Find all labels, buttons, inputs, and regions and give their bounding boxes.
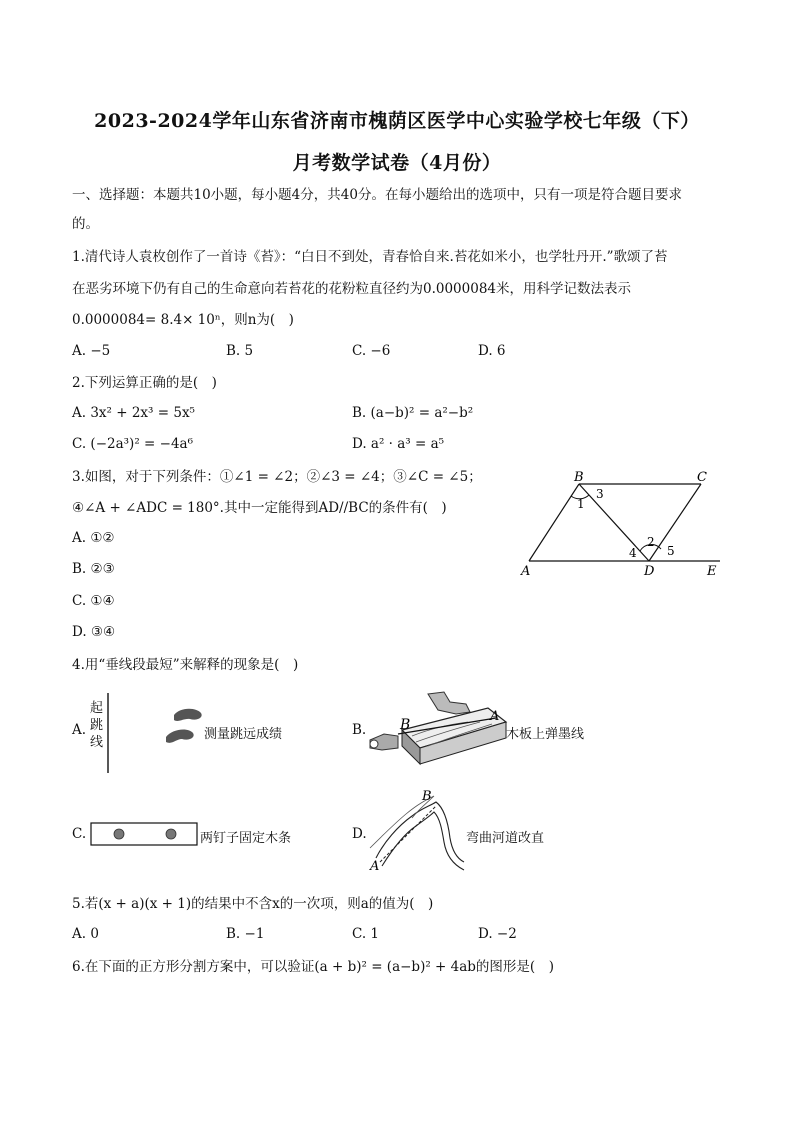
q4-stem: 4.用“垂线段最短”来解释的现象是( ) — [72, 657, 299, 673]
q4-option-a-letter: A. — [72, 722, 87, 738]
q3-parallelogram-figure — [515, 465, 730, 580]
section-header-cont: 的。 — [72, 216, 99, 232]
q4-option-b-letter: B. — [352, 722, 367, 738]
q5-option-c[interactable]: C. 1 — [352, 926, 380, 942]
q2-stem: 2.下列运算正确的是( ) — [72, 375, 217, 391]
paper-title-line2: 月考数学试卷（4月份） — [292, 152, 502, 174]
q4-option-c-caption: 两钉子固定木条 — [200, 831, 292, 846]
point-b-label: B — [422, 789, 432, 804]
q6-stem: 6.在下面的正方形分割方案中，可以验证(a + b)² = (a−b)² + 4ab的图形是( ) — [72, 959, 554, 975]
q1-option-d[interactable]: D. 6 — [478, 343, 506, 359]
river-figure — [364, 786, 468, 876]
q1-option-c[interactable]: C. −6 — [352, 343, 391, 359]
ink-reel-icon — [370, 740, 378, 748]
q4-option-d-letter: D. — [352, 826, 367, 842]
section-header: 一、选择题：本题共10小题，每小题4分，共40分。在每小题给出的选项中，只有一项是符合题目要求 — [72, 187, 682, 203]
point-b-label: B — [574, 470, 584, 485]
q3-option-b[interactable]: B. ②③ — [72, 561, 115, 577]
q2-option-d[interactable]: D. a² · a³ = a⁵ — [352, 436, 445, 452]
q1-option-b[interactable]: B. 5 — [226, 343, 254, 359]
q4-option-c-letter: C. — [72, 826, 87, 842]
q2-option-a[interactable]: A. 3x² + 2x³ = 5x⁵ — [72, 405, 195, 421]
q2-option-c[interactable]: C. (−2a³)² = −4a⁶ — [72, 436, 193, 452]
footprint-lower-icon — [166, 730, 194, 743]
segment-cd — [649, 484, 701, 561]
q1-line2: 在恶劣环境下仍有自己的生命意向若苔花的花粉粒直径约为0.0000084米，用科学记数法表示 — [72, 281, 632, 297]
q1-line1: 1.清代诗人袁枚创作了一首诗《苔》：“白日不到处，青春恰自来.苔花如米小，也学牡丹开.”歌颂了苔 — [72, 249, 668, 265]
q2-option-b[interactable]: B. (a−b)² = a²−b² — [352, 405, 474, 421]
paper-title-line1: 2023-2024学年山东省济南市槐荫区医学中心实验学校七年级（下） — [94, 110, 700, 132]
point-a-label: A — [521, 564, 531, 579]
q3-option-a[interactable]: A. ①② — [72, 530, 115, 546]
q5-option-d[interactable]: D. −2 — [478, 926, 517, 942]
q5-option-b[interactable]: B. −1 — [226, 926, 265, 942]
angle-1-label: 1 — [577, 497, 585, 511]
q5-stem: 5.若(x + a)(x + 1)的结果中不含x的一次项，则a的值为( ) — [72, 896, 434, 912]
nail-right-icon — [166, 829, 176, 839]
q3-line1: 3.如图，对于下列条件：①∠1 = ∠2；②∠3 = ∠4；③∠C = ∠5； — [72, 469, 482, 485]
angle-3-label: 3 — [596, 487, 604, 501]
point-b-label: B — [400, 717, 411, 733]
angle-5-label: 5 — [667, 544, 675, 558]
q4-option-a-caption: 测量跳远成绩 — [204, 727, 283, 742]
point-c-label: C — [697, 470, 707, 485]
point-a-label: A — [490, 709, 500, 724]
segment-ab — [529, 484, 579, 561]
wooden-strip-figure — [90, 822, 200, 848]
q3-line2: ④∠A + ∠ADC = 180°.其中一定能得到AD//BC的条件有( ) — [72, 500, 447, 516]
wooden-strip — [91, 823, 197, 845]
q3-option-d[interactable]: D. ③④ — [72, 624, 116, 640]
angle-2-label: 2 — [647, 535, 655, 549]
footprint-upper-icon — [174, 709, 202, 721]
point-a-label: A — [370, 859, 380, 874]
q4-option-d-caption: 弯曲河道改直 — [466, 831, 545, 846]
ink-line-board-figure — [368, 688, 508, 770]
hand-right-icon — [428, 692, 470, 714]
q1-line3: 0.0000084= 8.4× 10ⁿ，则n为( ) — [72, 312, 294, 328]
long-jump-figure — [104, 693, 204, 775]
q1-option-a[interactable]: A. −5 — [72, 343, 111, 359]
nail-left-icon — [114, 829, 124, 839]
point-d-label: D — [644, 564, 655, 579]
q3-option-c[interactable]: C. ①④ — [72, 593, 115, 609]
river-bank-inner — [382, 812, 464, 870]
straightened-channel — [380, 806, 436, 862]
q5-option-a[interactable]: A. 0 — [72, 926, 99, 942]
point-e-label: E — [707, 564, 717, 579]
takeoff-line-label: 起跳线 — [90, 701, 104, 750]
segment-bd — [579, 484, 649, 561]
angle-4-label: 4 — [629, 546, 637, 560]
q4-option-b-caption: 木板上弹墨线 — [506, 727, 585, 742]
